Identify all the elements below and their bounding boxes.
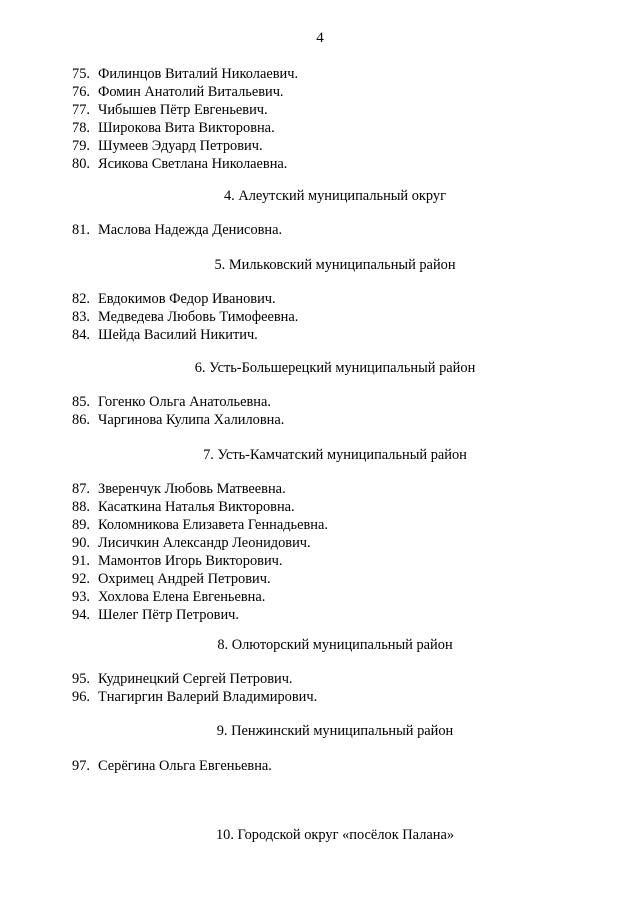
item-name: Кудринецкий Сергей Петрович. (98, 671, 293, 687)
item-number: 79. (72, 138, 90, 154)
item-name: Фомин Анатолий Витальевич. (98, 84, 284, 100)
section-heading: 5. Мильковский муниципальный район (214, 257, 456, 273)
page-number: 4 (316, 30, 324, 46)
item-number: 96. (72, 689, 90, 705)
section-heading: 6. Усть-Большерецкий муниципальный район (194, 360, 476, 376)
list-section-6 (0, 393, 640, 429)
list-item (0, 552, 640, 570)
item-name: Шумеев Эдуард Петрович. (98, 138, 263, 154)
item-number: 86. (72, 412, 90, 428)
list-item (0, 221, 640, 239)
item-number: 81. (72, 222, 90, 238)
item-name: Зверенчук Любовь Матвеевна. (98, 481, 286, 497)
list-section-5 (0, 290, 640, 344)
item-name: Евдокимов Федор Иванович. (98, 291, 276, 307)
list-item (0, 83, 640, 101)
section-heading: 4. Алеутский муниципальный округ (223, 188, 447, 204)
item-number: 97. (72, 758, 90, 774)
item-name: Тнагиргин Валерий Владимирович. (98, 689, 318, 705)
item-name: Шелег Пётр Петрович. (98, 607, 239, 623)
list-item (0, 155, 640, 173)
list-item (0, 588, 640, 606)
item-number: 77. (72, 102, 90, 118)
item-name: Серёгина Ольга Евгеньевна. (98, 758, 272, 774)
item-number: 85. (72, 394, 90, 410)
item-number: 76. (72, 84, 90, 100)
list-item (0, 688, 640, 706)
item-name: Филинцов Виталий Николаевич. (98, 66, 299, 82)
list-item (0, 393, 640, 411)
item-name: Чибышев Пётр Евгеньевич. (98, 102, 268, 118)
item-number: 94. (72, 607, 90, 623)
item-name: Гогенко Ольга Анатольевна. (98, 394, 271, 410)
item-number: 95. (72, 671, 90, 687)
section-heading: 9. Пенжинский муниципальный район (216, 723, 454, 739)
list-section-9 (0, 757, 640, 775)
item-name: Охримец Андрей Петрович. (98, 571, 271, 587)
item-name: Широкова Вита Викторовна. (98, 120, 275, 136)
item-name: Лисичкин Александр Леонидович. (98, 535, 311, 551)
item-name: Коломникова Елизавета Геннадьевна. (98, 517, 328, 533)
list-item (0, 326, 640, 344)
list-item (0, 290, 640, 308)
item-number: 93. (72, 589, 90, 605)
list-item (0, 757, 640, 775)
list-item (0, 480, 640, 498)
item-name: Ясикова Светлана Николаевна. (98, 156, 288, 172)
item-number: 89. (72, 517, 90, 533)
list-section-8 (0, 670, 640, 706)
list-item (0, 411, 640, 429)
list-item (0, 101, 640, 119)
item-number: 84. (72, 327, 90, 343)
list-item (0, 606, 640, 624)
section-heading: 8. Олюторский муниципальный район (217, 637, 453, 653)
list-item (0, 498, 640, 516)
list-item (0, 534, 640, 552)
section-heading: 10. Городской округ «посёлок Палана» (215, 827, 455, 843)
item-number: 80. (72, 156, 90, 172)
item-number: 92. (72, 571, 90, 587)
item-name: Касаткина Наталья Викторовна. (98, 499, 295, 515)
item-number: 78. (72, 120, 90, 136)
item-name: Мамонтов Игорь Викторович. (98, 553, 283, 569)
list-section-4 (0, 221, 640, 239)
item-number: 90. (72, 535, 90, 551)
list-item (0, 119, 640, 137)
item-number: 83. (72, 309, 90, 325)
item-number: 75. (72, 66, 90, 82)
item-number: 87. (72, 481, 90, 497)
item-name: Маслова Надежда Денисовна. (98, 222, 283, 238)
section-heading: 7. Усть-Камчатский муниципальный район (203, 447, 467, 463)
list-item (0, 570, 640, 588)
list-item (0, 308, 640, 326)
item-name: Медведева Любовь Тимофеевна. (98, 309, 299, 325)
item-name: Чаргинова Кулипа Халиловна. (98, 412, 285, 428)
item-number: 88. (72, 499, 90, 515)
item-number: 82. (72, 291, 90, 307)
item-number: 91. (72, 553, 90, 569)
list-section-1 (0, 65, 640, 173)
list-item (0, 137, 640, 155)
item-name: Хохлова Елена Евгеньевна. (98, 589, 266, 605)
item-name: Шейда Василий Никитич. (98, 327, 258, 343)
list-section-7 (0, 480, 640, 624)
list-item (0, 516, 640, 534)
list-item (0, 65, 640, 83)
list-item (0, 670, 640, 688)
